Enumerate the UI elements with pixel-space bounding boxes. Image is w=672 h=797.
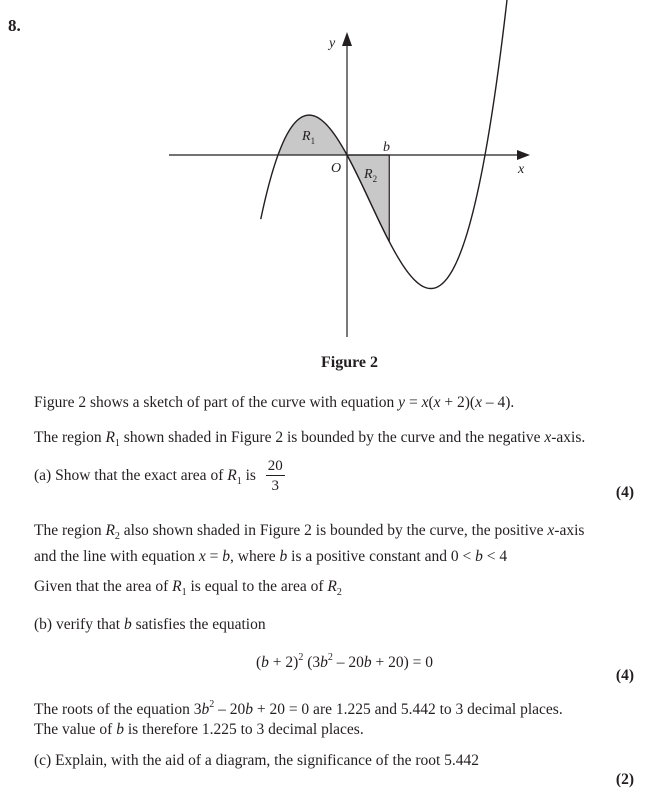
x-axis-arrow [517,150,530,160]
roots-statement: The roots of the equation $3b^2 - 20b + 20 = 0$ are 1.225 and 5.442 to 3 decimal places. The value of b is therefore 1.225 to 3 decimal places. [34,699,563,738]
part-a-text: (a) Show that the exact area of $R_1$ is $\frac{20}{3}$ [34,458,283,495]
intro-line: Figure 2 shows a sketch of part of the curve with equation y = x(x + 2)(x – 4). [34,394,515,411]
x-axis-label: x [518,162,525,177]
y-axis-label: y [329,36,336,51]
r1-label: $R_1$ [302,129,316,146]
fraction-20-over-3: $\frac{20}{3}$ [267,458,283,495]
figure-2-graph [0,0,672,350]
part-a-marks: (4) [615,484,634,501]
b-label: b [383,140,390,155]
part-c-text: (c) Explain, with the aid of a diagram, the significance of the root 5.442 [34,752,480,769]
y-axis-arrow [342,32,352,46]
question-number: 8. [8,16,21,35]
figure-caption: Figure 2 [321,354,379,371]
part-b-marks: (4) [615,667,634,684]
display-equation: $(b + 2)^2$ $(3b^2 - 20b + 20) = 0$ [256,652,434,671]
region-r2-description: The region $R_2$ also shown shaded in Figure 2 is bounded by the curve, the positive x-axis and the line with equation x = b, where b is a positive constant and 0 < b < 4 [34,522,585,565]
part-c-marks: (2) [615,771,634,788]
origin-label: O [331,161,342,176]
r2-label: $R_2$ [364,167,378,184]
region-r1-description: The region $R_1$ shown shaded in Figure 2 is bounded by the curve and the negative x-axis. [34,429,586,449]
given-statement: Given that the area of $R_1$ is equal to the area of $R_2$ [34,578,342,598]
part-b-text: (b) verify that b satisfies the equation [34,616,266,633]
